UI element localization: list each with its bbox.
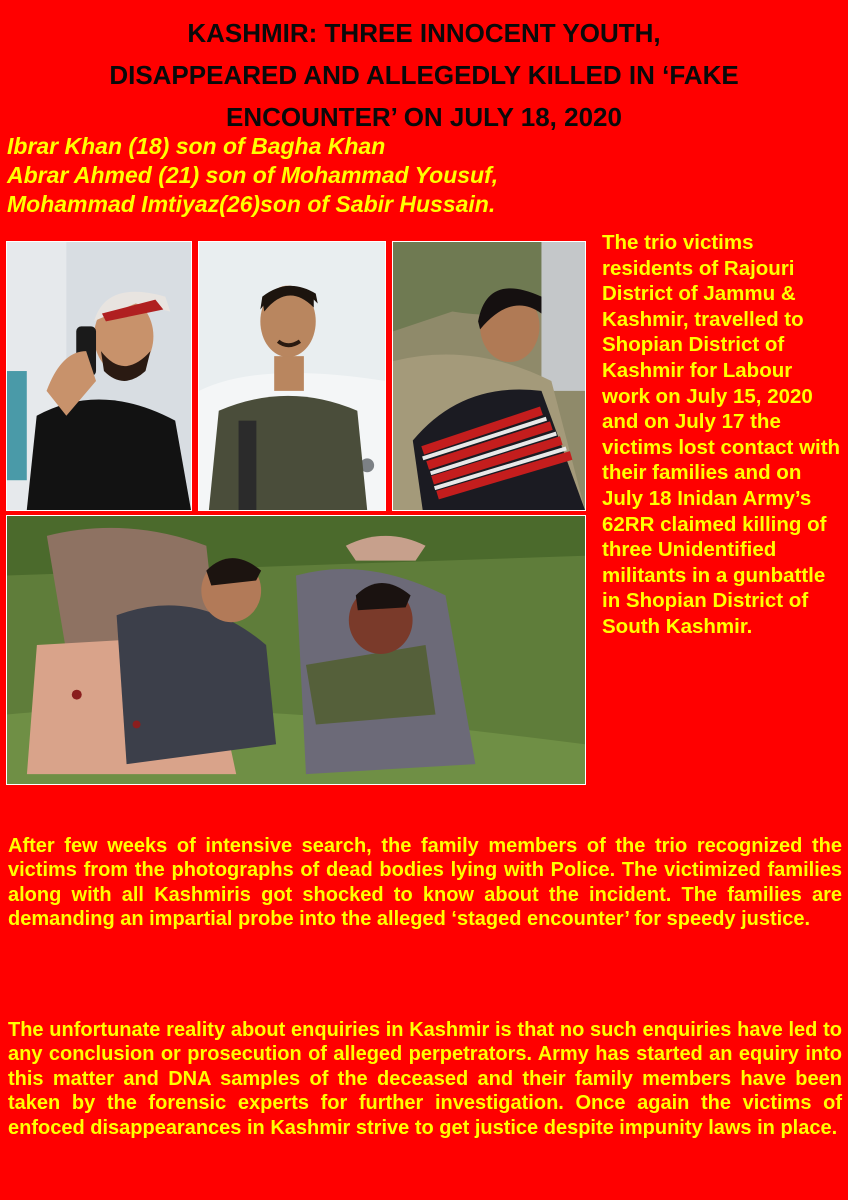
title-line-1: KASHMIR: THREE INNOCENT YOUTH, <box>187 18 661 48</box>
bodies-photo <box>6 515 586 785</box>
paragraph-identification: After few weeks of intensive search, the family members of the trio recognized the victims from the photographs of dead bodies lying with Police. The victimized families along with all Kashmiris got shocked to know about the incident. The families are demanding an impartial probe into the alleged ‘staged encounter’ for speedy justice. <box>8 835 842 931</box>
victim-names <box>7 132 607 219</box>
page-title <box>10 12 838 138</box>
victim-photo-2 <box>198 241 386 511</box>
incident-summary: The trio victims residents of Rajouri District of Jammu & Kashmir, travelled to Shopian District of Kashmir for Labour work on July 15, 2020 and on July 17 the victims lost contact with their families and on July 18 Inidan Army’s 62RR claimed killing of three Unidentified militants in a gunbattle in Shopian District of South Kashmir. <box>602 231 841 638</box>
title-line-2: DISAPPEARED AND ALLEGEDLY KILLED IN ‘FAKE <box>109 60 739 90</box>
victim-name-1: Ibrar Khan (18) son of Bagha Khan <box>7 133 386 159</box>
victim-photo-3 <box>392 241 586 511</box>
victim-name-3: Mohammad Imtiyaz(26)son of Sabir Hussain. <box>7 191 496 217</box>
victim-photos <box>6 241 586 511</box>
paragraph-enquiries: The unfortunate reality about enquiries in Kashmir is that no such enquiries have led to any conclusion or prosecution of alleged perpetrators. Army has started an equiry into this matter and DNA samples of the deceased and their family members have been taken by the forensic experts for further investigation. Once again the victims of enfoced disappearances in Kashmir strive to get justice despite impunity laws in place. <box>8 1019 842 1139</box>
victim-photo-1 <box>6 241 192 511</box>
title-line-3: ENCOUNTER’ ON JULY 18, 2020 <box>226 102 622 132</box>
victim-name-2: Abrar Ahmed (21) son of Mohammad Yousuf, <box>7 162 499 188</box>
